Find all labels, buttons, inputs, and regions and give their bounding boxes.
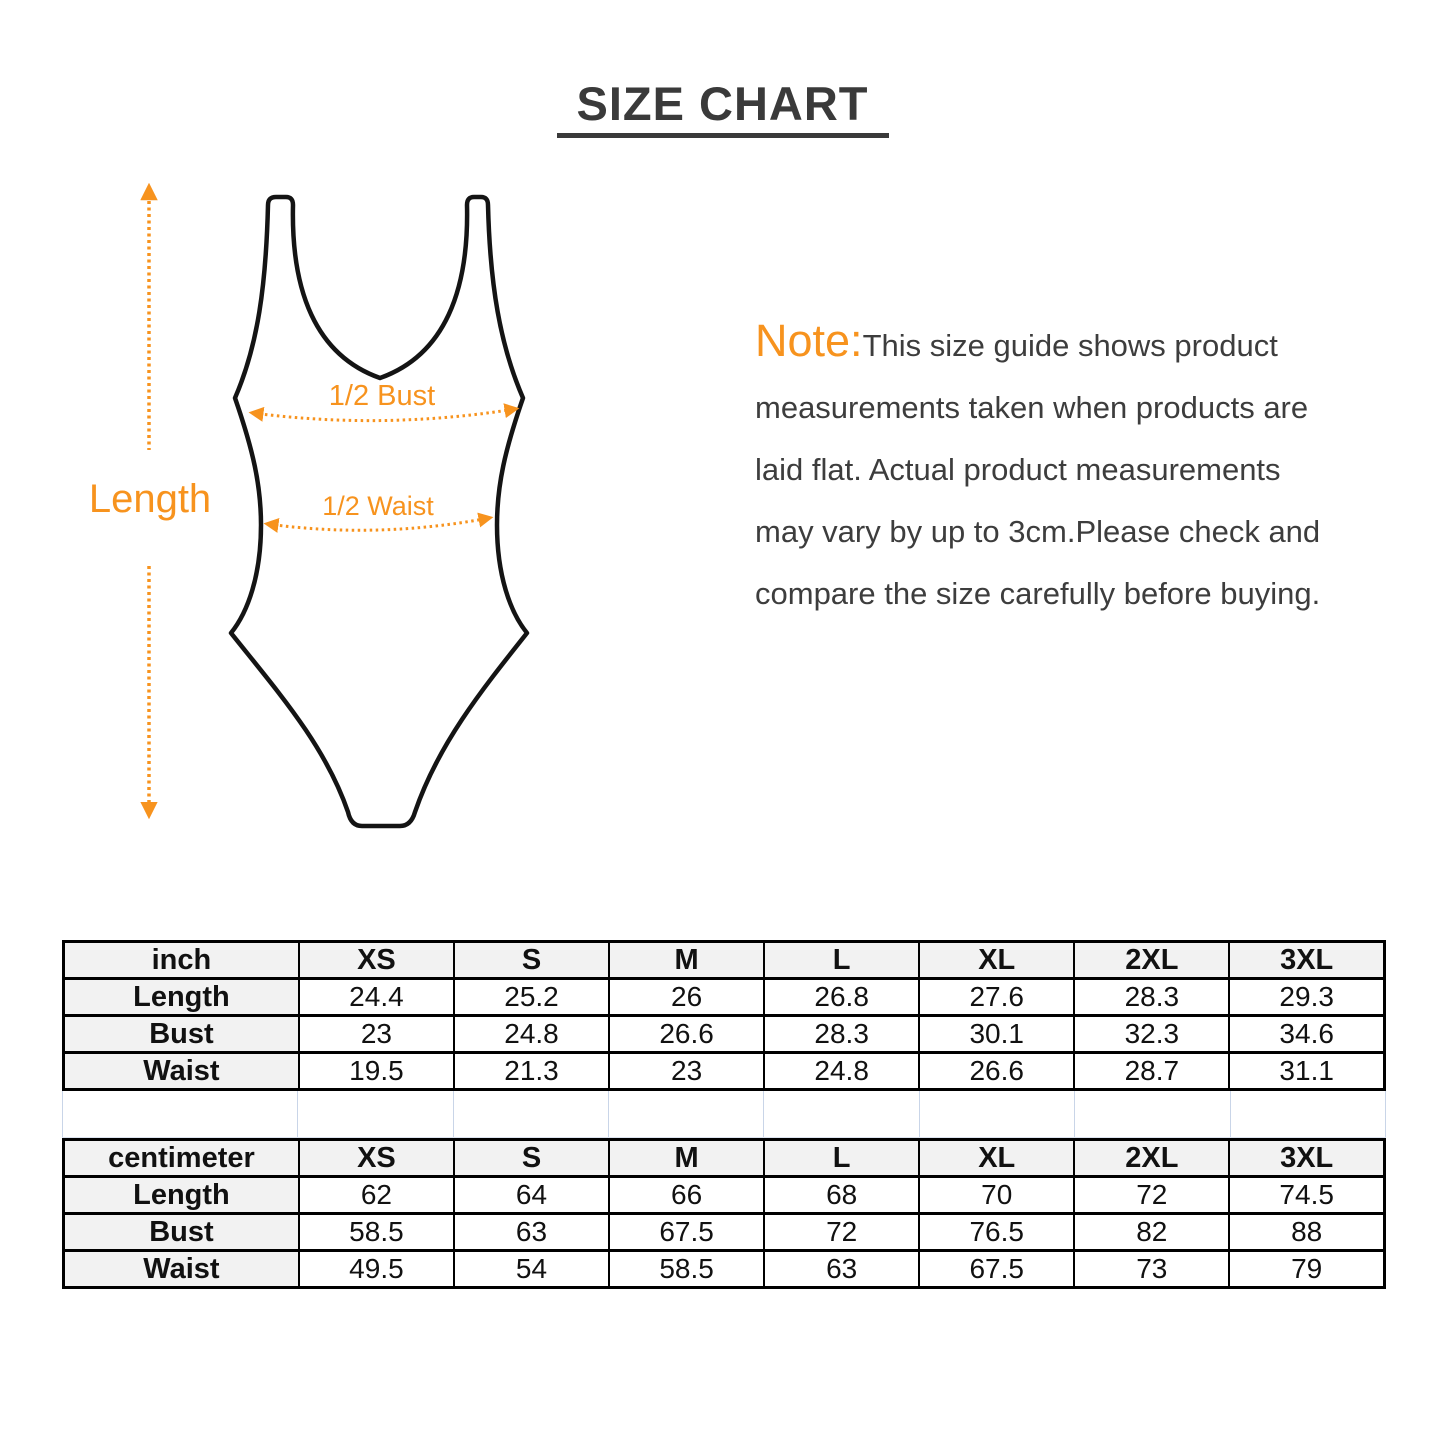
length-label: Length: [88, 477, 212, 521]
row-label-cell: Bust: [64, 1016, 299, 1053]
table-row: [64, 1053, 1385, 1090]
row-label-cell: Length: [64, 979, 299, 1016]
value-cell: 58.5: [299, 1214, 454, 1251]
size-header-cell: XS: [299, 1140, 454, 1177]
value-cell: 23: [299, 1016, 454, 1053]
value-cell: 66: [609, 1177, 764, 1214]
bust-label: 1/2 Bust: [328, 380, 436, 412]
value-cell: 58.5: [609, 1251, 764, 1288]
note-line: may vary by up to 3cm.Please check and: [755, 514, 1321, 549]
value-cell: 29.3: [1229, 979, 1384, 1016]
value-cell: 30.1: [919, 1016, 1074, 1053]
value-cell: 67.5: [609, 1214, 764, 1251]
size-header-cell: 3XL: [1229, 1140, 1384, 1177]
note-line: laid flat. Actual product measurements: [755, 452, 1281, 487]
value-cell: 67.5: [919, 1251, 1074, 1288]
table-header-row: [64, 942, 1385, 979]
value-cell: 24.8: [454, 1016, 609, 1053]
value-cell: 63: [454, 1214, 609, 1251]
value-cell: 28.7: [1074, 1053, 1229, 1090]
value-cell: 26.6: [919, 1053, 1074, 1090]
value-cell: 79: [1229, 1251, 1384, 1288]
value-cell: 74.5: [1229, 1177, 1384, 1214]
unit-cell: inch: [64, 942, 299, 979]
row-label-cell: Bust: [64, 1214, 299, 1251]
table-row: [64, 1251, 1385, 1288]
unit-cell: centimeter: [64, 1140, 299, 1177]
value-cell: 25.2: [454, 979, 609, 1016]
table-header-row: [64, 1140, 1385, 1177]
value-cell: 24.4: [299, 979, 454, 1016]
size-header-cell: M: [609, 1140, 764, 1177]
value-cell: 19.5: [299, 1053, 454, 1090]
size-header-cell: XL: [919, 1140, 1074, 1177]
size-header-cell: XS: [299, 942, 454, 979]
size-header-cell: M: [609, 942, 764, 979]
value-cell: 70: [919, 1177, 1074, 1214]
value-cell: 32.3: [1074, 1016, 1229, 1053]
value-cell: 72: [764, 1214, 919, 1251]
value-cell: 72: [1074, 1177, 1229, 1214]
size-header-cell: 3XL: [1229, 942, 1384, 979]
value-cell: 31.1: [1229, 1053, 1384, 1090]
value-cell: 54: [454, 1251, 609, 1288]
size-header-cell: 2XL: [1074, 942, 1229, 979]
value-cell: 73: [1074, 1251, 1229, 1288]
title-underline: [557, 133, 889, 138]
value-cell: 21.3: [454, 1053, 609, 1090]
note-line: measurements taken when products are: [755, 390, 1309, 425]
value-cell: 88: [1229, 1214, 1384, 1251]
value-cell: 64: [454, 1177, 609, 1214]
size-header-cell: XL: [919, 942, 1074, 979]
note-text: [755, 310, 1420, 625]
value-cell: 24.8: [764, 1053, 919, 1090]
value-cell: 34.6: [1229, 1016, 1384, 1053]
row-label-cell: Length: [64, 1177, 299, 1214]
size-header-cell: S: [454, 1140, 609, 1177]
value-cell: 82: [1074, 1214, 1229, 1251]
value-cell: 76.5: [919, 1214, 1074, 1251]
page-title: SIZE CHART: [576, 77, 869, 130]
value-cell: 27.6: [919, 979, 1074, 1016]
note-line: Note:This size guide shows product: [755, 315, 1278, 366]
value-cell: 28.3: [1074, 979, 1229, 1016]
swimsuit-measurement-diagram: [60, 150, 580, 870]
table-row: [64, 1214, 1385, 1251]
table-gap-gridlines: [62, 1091, 1386, 1138]
value-cell: 63: [764, 1251, 919, 1288]
size-header-cell: L: [764, 942, 919, 979]
waist-label: 1/2 Waist: [322, 491, 434, 521]
value-cell: 68: [764, 1177, 919, 1214]
size-tables: [62, 940, 1386, 1289]
size-header-cell: 2XL: [1074, 1140, 1229, 1177]
size-header-cell: L: [764, 1140, 919, 1177]
value-cell: 62: [299, 1177, 454, 1214]
size-table-inch: [62, 940, 1386, 1091]
table-row: [64, 1016, 1385, 1053]
value-cell: 28.3: [764, 1016, 919, 1053]
row-label-cell: Waist: [64, 1053, 299, 1090]
note-prefix: Note:: [755, 315, 863, 366]
table-row: [64, 1177, 1385, 1214]
note-line: compare the size carefully before buying.: [755, 576, 1321, 611]
row-label-cell: Waist: [64, 1251, 299, 1288]
value-cell: 26: [609, 979, 764, 1016]
value-cell: 26.8: [764, 979, 919, 1016]
size-table-centimeter: [62, 1138, 1386, 1289]
value-cell: 26.6: [609, 1016, 764, 1053]
table-row: [64, 979, 1385, 1016]
value-cell: 23: [609, 1053, 764, 1090]
value-cell: 49.5: [299, 1251, 454, 1288]
size-header-cell: S: [454, 942, 609, 979]
